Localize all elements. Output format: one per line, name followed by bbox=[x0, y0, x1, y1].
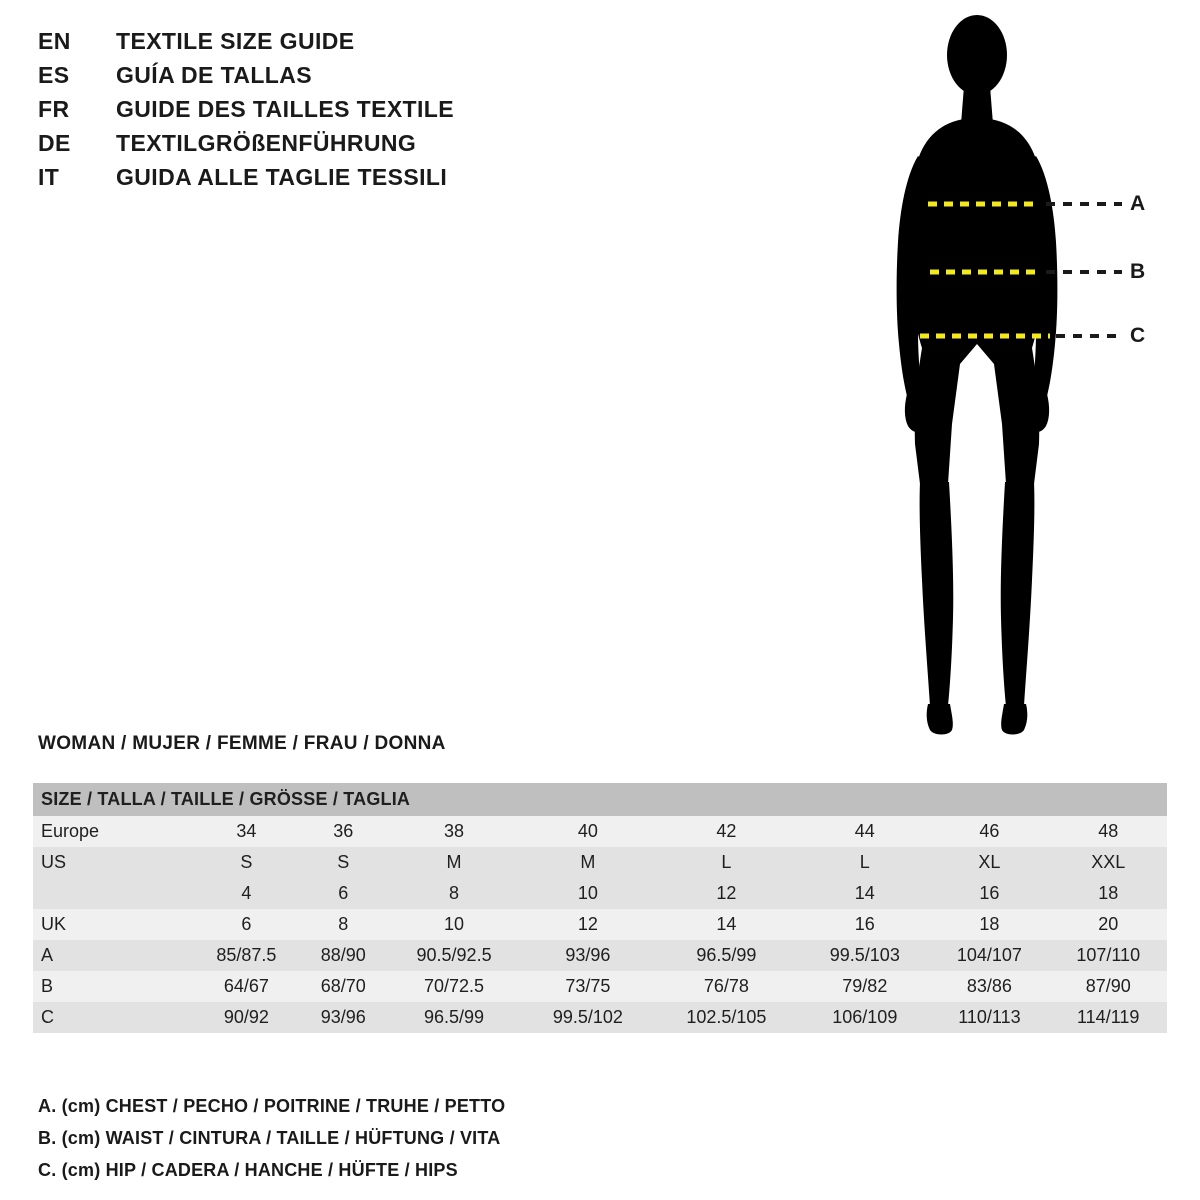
row-value: 36 bbox=[302, 816, 385, 847]
title-text-de: TEXTILGRÖßENFÜHRUNG bbox=[116, 130, 417, 156]
row-value: 40 bbox=[523, 816, 652, 847]
row-value: 114/119 bbox=[1049, 1002, 1167, 1033]
row-value: 16 bbox=[929, 878, 1049, 909]
table-header-label: SIZE / TALLA / TAILLE / GRÖSSE / TAGLIA bbox=[33, 783, 1167, 816]
row-value: 102.5/105 bbox=[653, 1002, 801, 1033]
row-value: 14 bbox=[653, 909, 801, 940]
row-value: 42 bbox=[653, 816, 801, 847]
row-value: 8 bbox=[302, 909, 385, 940]
row-value: 6 bbox=[302, 878, 385, 909]
row-value: 48 bbox=[1049, 816, 1167, 847]
row-value: 14 bbox=[800, 878, 929, 909]
row-value: 38 bbox=[385, 816, 523, 847]
size-table bbox=[33, 783, 1167, 1033]
table-row bbox=[33, 878, 1167, 909]
row-value: 73/75 bbox=[523, 971, 652, 1002]
row-label: B bbox=[33, 971, 191, 1002]
title-lang-de: DE bbox=[38, 130, 71, 156]
row-value: L bbox=[800, 847, 929, 878]
row-value: 88/90 bbox=[302, 940, 385, 971]
title-row bbox=[38, 62, 658, 96]
row-value: 12 bbox=[653, 878, 801, 909]
row-value: 10 bbox=[523, 878, 652, 909]
row-label: UK bbox=[33, 909, 191, 940]
row-value: 76/78 bbox=[653, 971, 801, 1002]
row-value: L bbox=[653, 847, 801, 878]
title-text-es: GUÍA DE TALLAS bbox=[116, 62, 312, 88]
title-text-it: GUIDA ALLE TAGLIE TESSILI bbox=[116, 164, 448, 190]
title-row bbox=[38, 96, 658, 130]
footnote-a: A. (cm) CHEST / PECHO / POITRINE / TRUHE / PETTO bbox=[38, 1096, 506, 1116]
title-lang-en: EN bbox=[38, 28, 71, 54]
row-value: 20 bbox=[1049, 909, 1167, 940]
row-value: 18 bbox=[1049, 878, 1167, 909]
row-value: 104/107 bbox=[929, 940, 1049, 971]
marker-label-a: A bbox=[1130, 192, 1146, 215]
table-row bbox=[33, 909, 1167, 940]
row-value: 4 bbox=[191, 878, 302, 909]
footnotes bbox=[38, 1090, 738, 1186]
marker-label-b: B bbox=[1130, 260, 1146, 283]
female-body-silhouette-icon bbox=[860, 14, 1190, 754]
table-row bbox=[33, 816, 1167, 847]
row-value: 93/96 bbox=[302, 1002, 385, 1033]
title-text-en: TEXTILE SIZE GUIDE bbox=[116, 28, 355, 54]
row-label: C bbox=[33, 1002, 191, 1033]
table-row bbox=[33, 847, 1167, 878]
row-value: M bbox=[385, 847, 523, 878]
row-value: 90/92 bbox=[191, 1002, 302, 1033]
table-row bbox=[33, 971, 1167, 1002]
row-value: S bbox=[191, 847, 302, 878]
table-row bbox=[33, 940, 1167, 971]
row-value: 12 bbox=[523, 909, 652, 940]
row-value: 96.5/99 bbox=[653, 940, 801, 971]
row-value: XXL bbox=[1049, 847, 1167, 878]
row-label: US bbox=[33, 847, 191, 878]
row-value: 99.5/102 bbox=[523, 1002, 652, 1033]
row-value: 85/87.5 bbox=[191, 940, 302, 971]
row-value: 18 bbox=[929, 909, 1049, 940]
row-value: 6 bbox=[191, 909, 302, 940]
row-value: 46 bbox=[929, 816, 1049, 847]
footnote-c: C. (cm) HIP / CADERA / HANCHE / HÜFTE / HIPS bbox=[38, 1160, 458, 1180]
title-lang-it: IT bbox=[38, 164, 60, 190]
row-value: 68/70 bbox=[302, 971, 385, 1002]
row-value: 10 bbox=[385, 909, 523, 940]
row-value: 34 bbox=[191, 816, 302, 847]
row-value: 110/113 bbox=[929, 1002, 1049, 1033]
row-value: 79/82 bbox=[800, 971, 929, 1002]
row-value: 90.5/92.5 bbox=[385, 940, 523, 971]
row-value: 107/110 bbox=[1049, 940, 1167, 971]
marker-label-c: C bbox=[1130, 324, 1146, 347]
section-heading: WOMAN / MUJER / FEMME / FRAU / DONNA bbox=[38, 733, 446, 754]
title-block bbox=[38, 28, 658, 198]
row-value: 64/67 bbox=[191, 971, 302, 1002]
row-value: 83/86 bbox=[929, 971, 1049, 1002]
title-lang-fr: FR bbox=[38, 96, 70, 122]
row-value: 8 bbox=[385, 878, 523, 909]
row-value: S bbox=[302, 847, 385, 878]
footnote-b: B. (cm) WAIST / CINTURA / TAILLE / HÜFTUNG / VITA bbox=[38, 1128, 501, 1148]
row-value: 93/96 bbox=[523, 940, 652, 971]
row-value: 16 bbox=[800, 909, 929, 940]
table-row bbox=[33, 1002, 1167, 1033]
row-label: A bbox=[33, 940, 191, 971]
title-row bbox=[38, 130, 658, 164]
row-value: 70/72.5 bbox=[385, 971, 523, 1002]
title-row bbox=[38, 28, 658, 62]
row-value: M bbox=[523, 847, 652, 878]
table-header-row bbox=[33, 783, 1167, 816]
row-value: 44 bbox=[800, 816, 929, 847]
row-value: 106/109 bbox=[800, 1002, 929, 1033]
title-lang-es: ES bbox=[38, 62, 70, 88]
title-text-fr: GUIDE DES TAILLES TEXTILE bbox=[116, 96, 454, 122]
figure-area bbox=[860, 14, 1190, 754]
row-label: Europe bbox=[33, 816, 191, 847]
row-value: XL bbox=[929, 847, 1049, 878]
row-value: 96.5/99 bbox=[385, 1002, 523, 1033]
row-value: 99.5/103 bbox=[800, 940, 929, 971]
row-value: 87/90 bbox=[1049, 971, 1167, 1002]
title-row bbox=[38, 164, 658, 198]
row-label bbox=[33, 878, 191, 909]
